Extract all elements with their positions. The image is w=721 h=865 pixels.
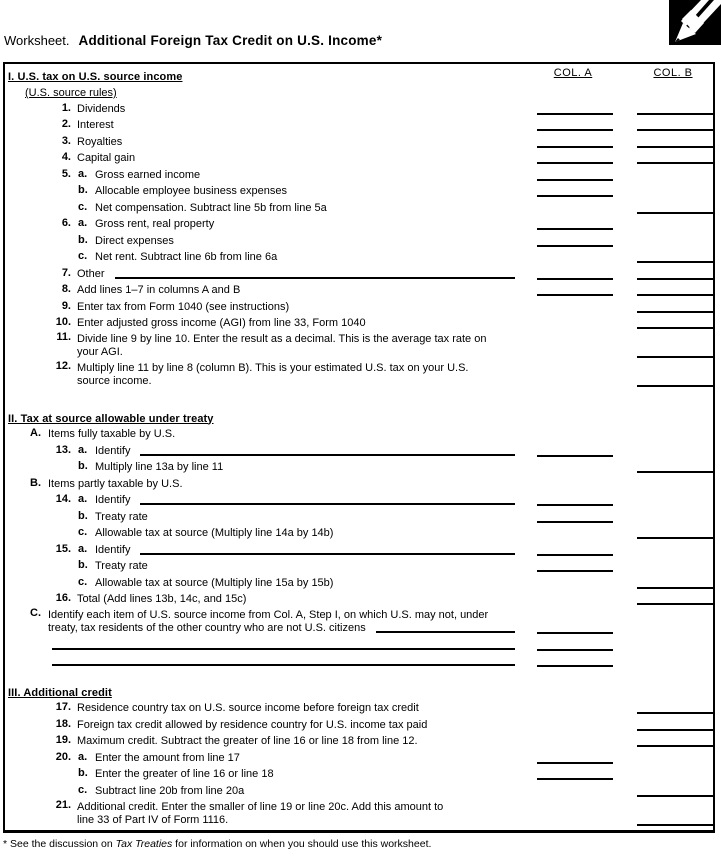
worksheet-row (5, 459, 713, 476)
line-label: Enter the greater of line 16 or line 18 (95, 768, 274, 780)
line-number: 3. (61, 134, 71, 147)
write-in-line (52, 664, 515, 666)
line-letter: b. (78, 559, 88, 571)
line-number: 16. (55, 592, 71, 604)
worksheet-row (5, 607, 713, 636)
line-letter: c. (78, 200, 88, 213)
worksheet-row (5, 117, 713, 134)
line-label (77, 362, 517, 388)
worksheet-title (4, 33, 382, 48)
col-b-blank (637, 471, 713, 473)
col-b-cell (637, 129, 713, 132)
worksheet-row (5, 216, 713, 233)
worksheet-row (5, 733, 713, 750)
col-a-blank (537, 521, 613, 523)
worksheet-row (5, 475, 713, 492)
line-number: 21. (55, 798, 71, 811)
col-a-cell (537, 570, 613, 573)
worksheet-row (5, 166, 713, 183)
line-letter: c. (78, 250, 88, 262)
line-number: 6. (61, 217, 71, 229)
worksheet-section-2 (5, 409, 713, 669)
col-a-blank (537, 554, 613, 556)
line-label-text: Identify (95, 494, 131, 506)
line-letter: c. (78, 575, 88, 588)
col-b-cell (637, 824, 713, 827)
column-b-header: COL. B (653, 67, 693, 79)
section-letter: C. (30, 607, 41, 619)
col-a-blank (537, 632, 613, 634)
section-heading: III. Additional credit (8, 686, 112, 699)
line-label: Subtract line 20b from line 20a (95, 784, 245, 797)
line-label-line1: Additional credit. Enter the smaller of line 19 or line 20c. Add this amount to (77, 800, 444, 813)
worksheet-section-1 (5, 67, 713, 389)
col-a-blank (537, 228, 613, 230)
col-a-blank (537, 762, 613, 764)
col-b-cell (637, 294, 713, 297)
col-a-cell (537, 129, 613, 132)
line-letter: b. (78, 233, 88, 246)
worksheet-row (5, 653, 713, 670)
line-number: 20. (55, 750, 71, 763)
worksheet-row (5, 636, 713, 653)
line-label (48, 609, 517, 635)
col-a-blank (537, 504, 613, 506)
worksheet-title-main: Additional Foreign Tax Credit on U.S. Income* (78, 33, 383, 48)
worksheet-row (5, 541, 713, 558)
section-heading: II. Tax at source allowable under treaty (8, 412, 214, 425)
col-b-cell (637, 327, 713, 330)
col-a-cell (537, 113, 613, 116)
col-b-blank (637, 745, 713, 747)
line-label: Dividends (77, 102, 126, 115)
col-a-cell (537, 162, 613, 165)
line-number: 17. (55, 701, 71, 713)
col-a-blank (537, 245, 613, 247)
section-heading-row (5, 409, 713, 426)
line-label-line2 (48, 622, 517, 635)
line-label: Enter adjusted gross income (AGI) from line 33, Form 1040 (77, 317, 366, 329)
worksheet-row (5, 799, 713, 828)
worksheet-row (5, 492, 713, 509)
line-label-line2 (77, 375, 517, 388)
col-b-cell (637, 795, 713, 798)
col-a-blank (537, 778, 613, 780)
col-b-blank (637, 129, 713, 131)
line-label-line2 (77, 814, 517, 827)
line-number: 8. (61, 283, 71, 295)
col-b-cell (637, 385, 713, 388)
line-label: Net compensation. Subtract line 5b from line 5a (95, 201, 327, 214)
line-number: 9. (61, 299, 71, 312)
col-a-blank (537, 649, 613, 651)
col-b-cell (637, 471, 713, 474)
line-label-text: your AGI. (77, 346, 123, 358)
line-label (95, 544, 517, 557)
col-b-cell (637, 356, 713, 359)
write-in-line (140, 503, 515, 505)
col-b-blank (637, 311, 713, 313)
worksheet-row (5, 183, 713, 200)
line-label: Gross earned income (95, 168, 201, 181)
line-label (77, 268, 517, 281)
line-label-text: Other (77, 267, 105, 280)
line-label-line1: Multiply line 11 by line 8 (column B). This is your estimated U.S. tax on your U.S. (77, 362, 469, 374)
line-letter: c. (78, 526, 88, 538)
line-number: 7. (61, 266, 71, 279)
footnote-suffix: for information on when you should use this worksheet. (172, 838, 432, 850)
col-a-cell (537, 278, 613, 281)
col-a-cell (537, 228, 613, 231)
line-label-text: line 33 of Part IV of Form 1116. (77, 813, 229, 826)
write-in-row (48, 664, 517, 668)
footnote-prefix: * See the discussion on (3, 838, 116, 850)
col-b-blank (637, 385, 713, 387)
line-number: 14. (55, 493, 71, 505)
line-label: Allowable tax at source (Multiply line 14a by 14b) (95, 527, 334, 539)
line-number: 15. (55, 542, 71, 555)
line-label: Allocable employee business expenses (95, 185, 288, 197)
col-a-cell (537, 504, 613, 507)
col-a-cell (537, 554, 613, 557)
write-in-line (140, 454, 515, 456)
col-b-cell (637, 113, 713, 116)
line-label: Enter tax from Form 1040 (see instructions) (77, 300, 290, 313)
col-b-blank (637, 729, 713, 731)
line-label: Interest (77, 119, 114, 131)
col-b-blank (637, 327, 713, 329)
line-label: Residence country tax on U.S. source income before foreign tax credit (77, 702, 419, 714)
worksheet-row (5, 232, 713, 249)
col-b-blank (637, 712, 713, 714)
line-label (77, 801, 517, 827)
line-label-line1: Divide line 9 by line 10. Enter the result as a decimal. This is the average tax rate on (77, 333, 487, 345)
line-label: Capital gain (77, 152, 136, 164)
col-a-blank (537, 294, 613, 296)
line-label: Allowable tax at source (Multiply line 15a by 15b) (95, 576, 334, 589)
line-number: 5. (61, 167, 71, 180)
line-label: Multiply line 13a by line 11 (95, 461, 224, 473)
line-label: Gross rent, real property (95, 218, 215, 230)
worksheet-row (5, 716, 713, 733)
write-in-line (52, 648, 515, 650)
section-subheading: (U.S. source rules) (25, 87, 117, 99)
col-b-cell (637, 261, 713, 264)
line-letter: a. (78, 217, 88, 229)
worksheet-row (5, 265, 713, 282)
section-subheading-row (5, 84, 713, 101)
worksheet-row (5, 749, 713, 766)
col-a-blank (537, 146, 613, 148)
col-a-cell (537, 762, 613, 765)
col-b-blank (637, 824, 713, 826)
line-letter: b. (78, 509, 88, 522)
line-label-text: Identify (95, 543, 131, 556)
line-label: Add lines 1–7 in columns A and B (77, 284, 241, 296)
line-label: Net rent. Subtract line 6b from line 6a (95, 251, 278, 263)
write-in-line (140, 553, 515, 555)
line-number: 10. (55, 316, 71, 328)
worksheet-row (5, 298, 713, 315)
line-letter: b. (78, 767, 88, 779)
col-b-blank (637, 113, 713, 115)
line-label: Treaty rate (95, 510, 148, 523)
col-a-cell (537, 294, 613, 297)
worksheet-row (5, 700, 713, 717)
pencil-icon (669, 0, 721, 45)
worksheet-row (5, 574, 713, 591)
col-b-cell (637, 278, 713, 281)
line-label: Items partly taxable by U.S. (48, 477, 183, 490)
col-b-cell (637, 311, 713, 314)
line-letter: b. (78, 460, 88, 472)
col-b-blank (637, 212, 713, 214)
worksheet-row (5, 426, 713, 443)
worksheet-row (5, 331, 713, 360)
col-b-cell (637, 603, 713, 606)
col-a-cell (537, 521, 613, 524)
line-label: Maximum credit. Subtract the greater of line 16 or line 18 from line 12. (77, 735, 418, 747)
line-letter: a. (78, 750, 88, 763)
section-heading: I. U.S. tax on U.S. source income (8, 70, 183, 83)
line-label-line2 (77, 346, 517, 359)
col-a-cell (537, 146, 613, 149)
col-b-cell (637, 212, 713, 215)
line-label: Enter the amount from line 17 (95, 751, 240, 764)
col-b-blank (637, 278, 713, 280)
line-label: Direct expenses (95, 234, 174, 247)
col-a-blank (537, 278, 613, 280)
line-letter: c. (78, 783, 88, 796)
line-label: Total (Add lines 13b, 14c, and 15c) (77, 593, 247, 605)
worksheet-box (3, 62, 715, 833)
worksheet-section-3 (5, 683, 713, 828)
worksheet-row (5, 315, 713, 332)
col-b-blank (637, 261, 713, 263)
write-in-line (376, 631, 515, 633)
line-label (95, 494, 517, 507)
footnote-italic: Tax Treaties (115, 838, 173, 850)
line-label-text: treaty, tax residents of the other country who are not U.S. citizens (48, 622, 366, 634)
col-a-blank (537, 455, 613, 457)
line-label: Foreign tax credit allowed by residence country for U.S. income tax paid (77, 718, 428, 731)
section-heading-row (5, 67, 713, 84)
col-a-blank (537, 129, 613, 131)
line-letter: a. (78, 493, 88, 505)
line-number: 1. (61, 101, 71, 114)
line-label-line1: Identify each item of U.S. source income from Col. A, Step I, on which U.S. may not, under (48, 609, 489, 621)
line-letter: a. (78, 443, 88, 456)
col-a-blank (537, 195, 613, 197)
worksheet-body (5, 67, 713, 828)
col-a-blank (537, 179, 613, 181)
section-letter: B. (30, 476, 41, 489)
col-b-cell (637, 729, 713, 732)
col-b-cell (637, 712, 713, 715)
col-b-cell (637, 745, 713, 748)
line-label (77, 333, 517, 359)
col-a-cell (537, 778, 613, 781)
col-a-cell (537, 455, 613, 458)
worksheet-row (5, 782, 713, 799)
line-number: 19. (55, 734, 71, 746)
worksheet-row (5, 508, 713, 525)
section-heading-row (5, 683, 713, 700)
col-b-cell (637, 537, 713, 540)
line-number: 2. (61, 118, 71, 130)
line-label: Treaty rate (95, 560, 148, 572)
col-b-blank (637, 795, 713, 797)
worksheet-row (5, 766, 713, 783)
col-b-blank (637, 537, 713, 539)
col-a-cell (537, 649, 613, 652)
line-number: 4. (61, 151, 71, 163)
col-b-blank (637, 146, 713, 148)
worksheet-row (5, 360, 713, 389)
col-a-cell (537, 632, 613, 635)
col-b-blank (637, 356, 713, 358)
line-number: 18. (55, 717, 71, 730)
col-a-cell (537, 179, 613, 182)
line-label-text: Identify (95, 444, 131, 457)
col-b-cell (637, 162, 713, 165)
col-b-blank (637, 603, 713, 605)
worksheet-row (5, 199, 713, 216)
worksheet-row (5, 282, 713, 299)
col-a-cell (537, 245, 613, 248)
worksheet-row (5, 442, 713, 459)
line-letter: a. (78, 542, 88, 555)
line-label: Items fully taxable by U.S. (48, 428, 176, 440)
worksheet-row (5, 249, 713, 266)
line-number: 12. (55, 360, 71, 372)
col-b-cell (637, 146, 713, 149)
write-in-line (115, 277, 515, 279)
col-a-blank (537, 113, 613, 115)
col-a-cell (537, 195, 613, 198)
worksheet-row (5, 591, 713, 608)
worksheet-row (5, 100, 713, 117)
line-number: 11. (56, 331, 71, 343)
write-in-row (48, 648, 517, 652)
line-label: Royalties (77, 135, 123, 148)
col-a-blank (537, 570, 613, 572)
line-letter: b. (78, 184, 88, 196)
line-label-text: source income. (77, 375, 152, 387)
line-label (95, 445, 517, 458)
col-a-blank (537, 665, 613, 667)
line-number: 13. (55, 443, 71, 456)
worksheet-title-prefix: Worksheet. (4, 33, 70, 48)
worksheet-row (5, 525, 713, 542)
column-a-header: COL. A (553, 67, 593, 79)
col-b-blank (637, 294, 713, 296)
col-b-blank (637, 587, 713, 589)
line-letter: a. (78, 167, 88, 180)
worksheet-row (5, 133, 713, 150)
section-letter: A. (30, 427, 41, 439)
col-b-blank (637, 162, 713, 164)
col-b-cell (637, 587, 713, 590)
col-a-cell (537, 665, 613, 668)
footnote (3, 838, 431, 850)
col-a-blank (537, 162, 613, 164)
worksheet-row (5, 558, 713, 575)
worksheet-row (5, 150, 713, 167)
